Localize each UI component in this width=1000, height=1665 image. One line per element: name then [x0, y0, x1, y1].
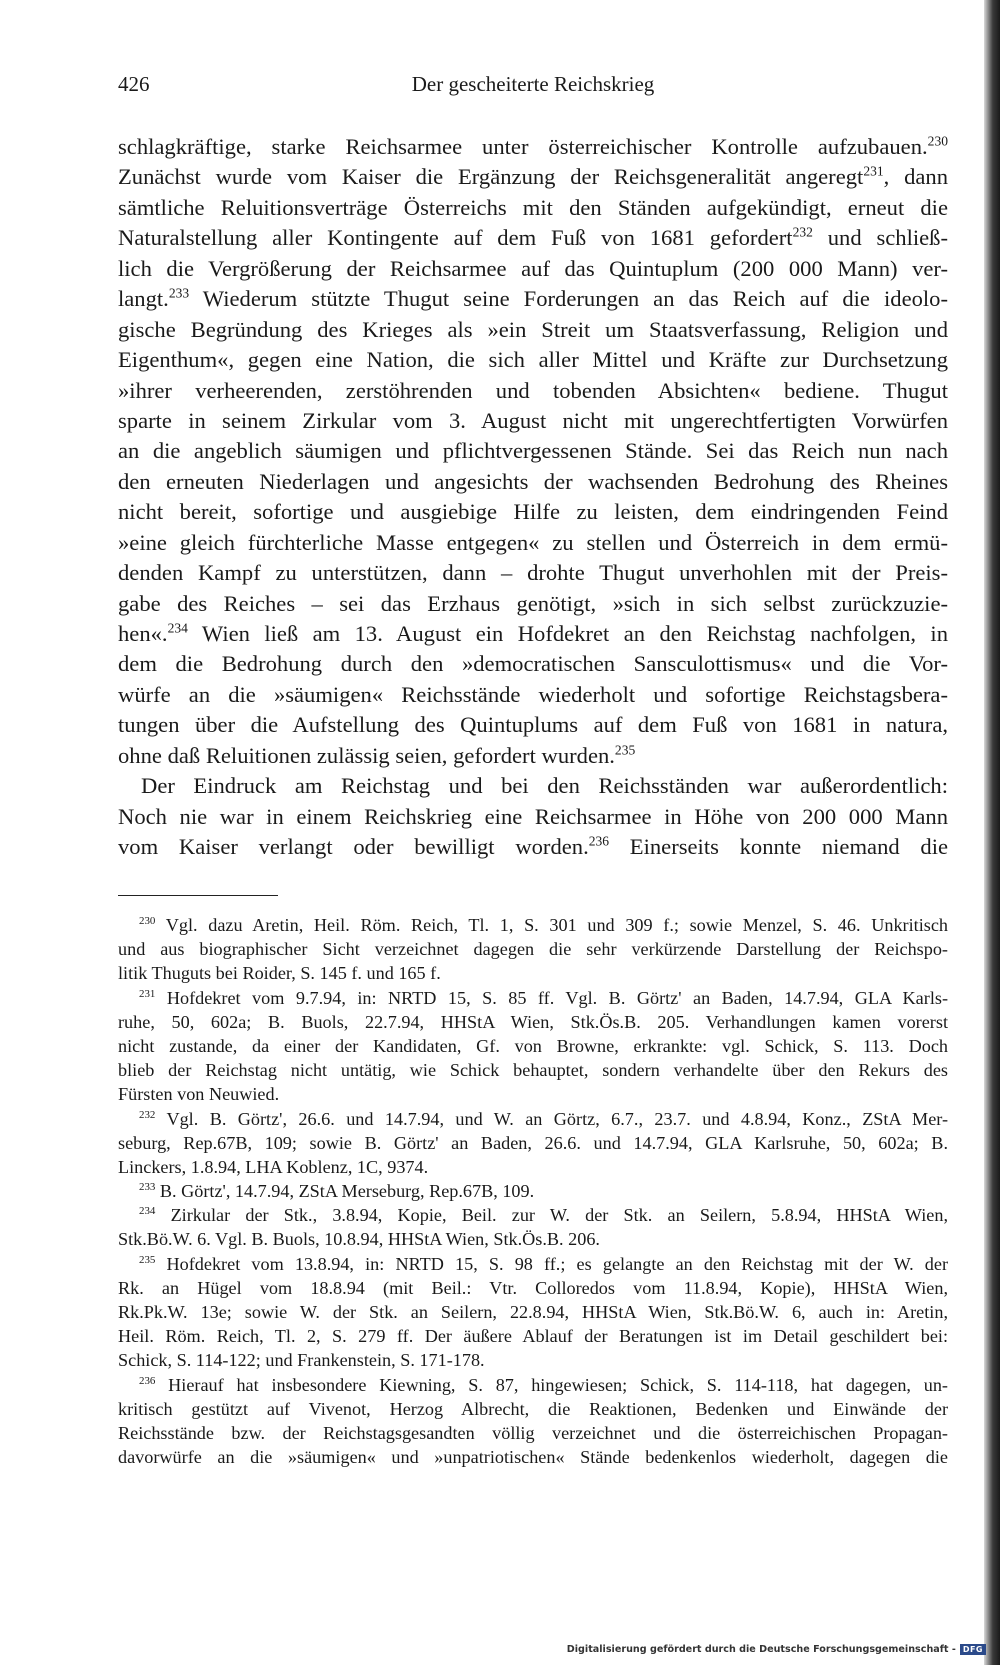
footnote-line: Rk. an Hügel vom 18.8.94 (mit Beil.: Vtr. Colloredos vom 11.8.94, Kopie), HHStA Wien,: [118, 1277, 948, 1298]
footnotes: [118, 913, 948, 1469]
footnote-line: Rk.Pk.W. 13e; sowie W. der Stk. an Seilern, 22.8.94, HHStA Wien, Stk.Bö.W. 6, auch in: Aretin,: [118, 1302, 948, 1322]
footnote-line: Fürsten von Neuwied.: [118, 1084, 280, 1105]
page-number: 426: [118, 72, 150, 96]
text-line: sämtliche Reluitionsverträge Österreichs mit den Ständen aufgekündigt, erneut die: [118, 194, 948, 220]
footnote-reference: 235: [614, 742, 636, 758]
footnote-number: 233: [139, 1181, 156, 1193]
footnote-line: Stk.Bö.W. 6. Vgl. B. Buols, 10.8.94, HHStA Wien, Stk.Ös.B. 206.: [118, 1229, 600, 1250]
footnote-number: 236: [139, 1374, 156, 1387]
text-line: langt.$^{233}$ Wiederum stützte Thugut seine Forderungen an das Reich auf die ideolo-: [118, 285, 948, 312]
footnote-line: seburg, Rep.67B, 109; sowie B. Görtz' an Baden, 26.6. und 14.7.94, GLA Karlsruhe, 50, 602a; B.: [118, 1132, 948, 1153]
footnote-reference: 230: [927, 133, 948, 149]
text-line: den erneuten Niederlagen und angesichts der wachsenden Bedrohung des Rheines: [118, 468, 948, 494]
text-line: Eigenthum«, gegen eine Nation, die sich aller Mittel und Kräfte zur Durchsetzung: [118, 347, 948, 373]
dfg-logo: DFG: [960, 1644, 986, 1655]
text-line: denden Kampf zu unterstützen, dann – drohte Thugut unverhohlen mit der Preis-: [118, 560, 948, 586]
footnote-231: [118, 986, 948, 1107]
page-header: [118, 72, 948, 102]
footnote-number: 234: [139, 1205, 156, 1218]
footnote-235: [118, 1252, 948, 1373]
footnote-number: 235: [139, 1253, 156, 1266]
footnote-234: [118, 1203, 948, 1251]
text-line: Zunächst wurde vom Kaiser die Ergänzung der Reichsgeneralität angeregt$^{231}$, dann: [118, 163, 949, 190]
footnote-line: $^{236}$ Hierauf hat insbesondere Kiewning, S. 87, hingewiesen; Schick, S. 114-118, hat dagegen, un-: [139, 1374, 948, 1395]
text-line: gische Begründung des Krieges als »ein Streit um Staatsverfassung, Religion und: [118, 316, 948, 342]
text-line: schlagkräftige, starke Reichsarmee unter österreichischer Kontrolle aufzubauen.$^{230}$: [118, 133, 948, 159]
footnote-line: Schick, S. 114-122; und Frankenstein, S. 171-178.: [118, 1350, 485, 1371]
footnote-line: kritisch gestützt auf Vivenot, Herzog Albrecht, die Reaktionen, Bedenken und Einwände der: [118, 1398, 948, 1419]
text-line: hen«.$^{234}$ Wien ließ am 13. August ein Hofdekret an den Reichstag nachfolgen, in: [118, 620, 948, 646]
text-line: Der Eindruck am Reichstag und bei den Reichsständen war außerordentlich:: [141, 773, 948, 799]
footnote-reference: 234: [167, 620, 188, 636]
footnote-reference: 233: [168, 285, 190, 301]
footnote-236: [118, 1373, 948, 1470]
text-line: ohne daß Reluitionen zulässig seien, gefordert wurden.$^{235}$: [118, 742, 636, 768]
footnote-reference: 232: [792, 224, 813, 240]
page-edge-shadow: [984, 0, 1000, 1665]
text-line: sparte in seinem Zirkular vom 3. August nicht mit ungerechtfertigten Vorwürfen: [118, 407, 948, 433]
text-line: würfe an die »säumigen« Reichsstände wiederholt und sofortige Reichstagsbera-: [118, 681, 948, 707]
footnote-line: litik Thuguts bei Roider, S. 145 f. und 165 f.: [118, 963, 441, 984]
footnote-line: Heil. Röm. Reich, Tl. 2, S. 279 ff. Der äußere Ablauf der Beratungen ist im Detail geschildert bei:: [118, 1326, 948, 1347]
text-line: dem die Bedrohung durch den »democratischen Sansculottismus« und die Vor-: [118, 651, 948, 677]
footnote-line: und aus biographischer Sicht verzeichnet dagegen die sehr verkürzende Darstellung der Reichspo-: [118, 939, 948, 960]
text-line: an die angeblich säumigen und pflichtvergessenen Stände. Sei das Reich nun nach: [118, 438, 948, 464]
footnote-number: 230: [139, 914, 156, 927]
footnote-line: $^{233}$ B. Görtz', 14.7.94, ZStA Merseburg, Rep.67B, 109.: [139, 1181, 535, 1202]
footnote-line: $^{232}$ Vgl. B. Görtz', 26.6. und 14.7.94, und W. an Görtz, 6.7., 23.7. und 4.8.94, Konz., ZStA Mer-: [139, 1108, 949, 1129]
footnote-line: $^{234}$ Zirkular der Stk., 3.8.94, Kopie, Beil. zur W. der Stk. an Seilern, 5.8.94, HHStA Wien,: [139, 1205, 948, 1226]
footnote-232: [118, 1107, 948, 1180]
running-title: Der gescheiterte Reichskrieg: [411, 72, 655, 96]
footnote-line: $^{231}$ Hofdekret vom 9.7.94, in: NRTD 15, S. 85 ff. Vgl. B. Görtz' an Baden, 14.7.94, GLA Karls-: [139, 987, 949, 1008]
footnote-number: 232: [139, 1108, 156, 1121]
footnote-separator: [118, 895, 278, 896]
footnote-line: blieb der Reichstag nicht untätig, wie Schick behauptet, sondern verhandelte über den Rekurs des: [118, 1060, 948, 1081]
text-line: vom Kaiser verlangt oder bewilligt worden.$^{236}$ Einerseits konnte niemand die: [118, 833, 948, 860]
footnote-line: davorwürfe an die »säumigen« und »unpatriotischen« Stände bedenkenlos wiederholt, dagegen die: [118, 1447, 948, 1468]
footnote-number: 231: [139, 987, 156, 1000]
footnote-233: [118, 1179, 948, 1203]
page-footer: [567, 1644, 986, 1655]
footnote-reference: 236: [588, 833, 610, 849]
text-line: Noch nie war in einem Reichskrieg eine Reichsarmee in Höhe von 200 000 Mann: [118, 803, 948, 829]
footnote-line: $^{235}$ Hofdekret vom 13.8.94, in: NRTD 15, S. 98 ff.; es gelangte an den Reichstag mit der W. der: [139, 1253, 949, 1274]
footnote-line: $^{230}$ Vgl. dazu Aretin, Heil. Röm. Reich, Tl. 1, S. 301 und 309 f.; sowie Menzel, S. 46. Unkritisch: [139, 914, 949, 935]
footnote-line: Reichsstände bzw. der Reichstagsgesandten völlig verzeichnet und die österreichischen Propagan-: [118, 1422, 948, 1443]
footnote-230: [118, 913, 948, 986]
text-line: lich die Vergrößerung der Reichsarmee auf das Quintuplum (200 000 Mann) ver-: [118, 255, 948, 281]
text-line: »eine gleich fürchterliche Masse entgegen« zu stellen und Österreich in dem ermü-: [118, 529, 948, 555]
footnote-reference: 231: [863, 163, 884, 179]
funding-note: Digitalisierung gefördert durch die Deutsche Forschungsgemeinschaft -: [566, 1644, 956, 1655]
text-line: Naturalstellung aller Kontingente auf dem Fuß von 1681 gefordert$^{232}$ und schließ-: [118, 224, 948, 251]
text-line: tungen über die Aufstellung des Quintuplums auf dem Fuß von 1681 in natura,: [118, 712, 948, 738]
text-line: nicht bereit, sofortige und ausgiebige Hilfe zu leisten, dem eindringenden Feind: [118, 499, 948, 525]
footnote-line: ruhe, 50, 602a; B. Buols, 22.7.94, HHStA Wien, Stk.Ös.B. 205. Verhandlungen kamen vorerst: [118, 1011, 948, 1032]
footnote-line: nicht zustande, da einer der Kandidaten, Gf. von Browne, erkrankte: vgl. Schick, S. 113. Doch: [118, 1035, 948, 1056]
main-text: [118, 132, 948, 863]
text-line: gabe des Reiches – sei das Erzhaus genötigt, »sich in sich selbst zurückzuzie-: [118, 590, 948, 616]
footnote-line: Linckers, 1.8.94, LHA Koblenz, 1C, 9374.: [118, 1156, 429, 1177]
text-line: »ihrer verheerenden, zerstöhrenden und tobenden Absichten« bediene. Thugut: [118, 377, 948, 403]
